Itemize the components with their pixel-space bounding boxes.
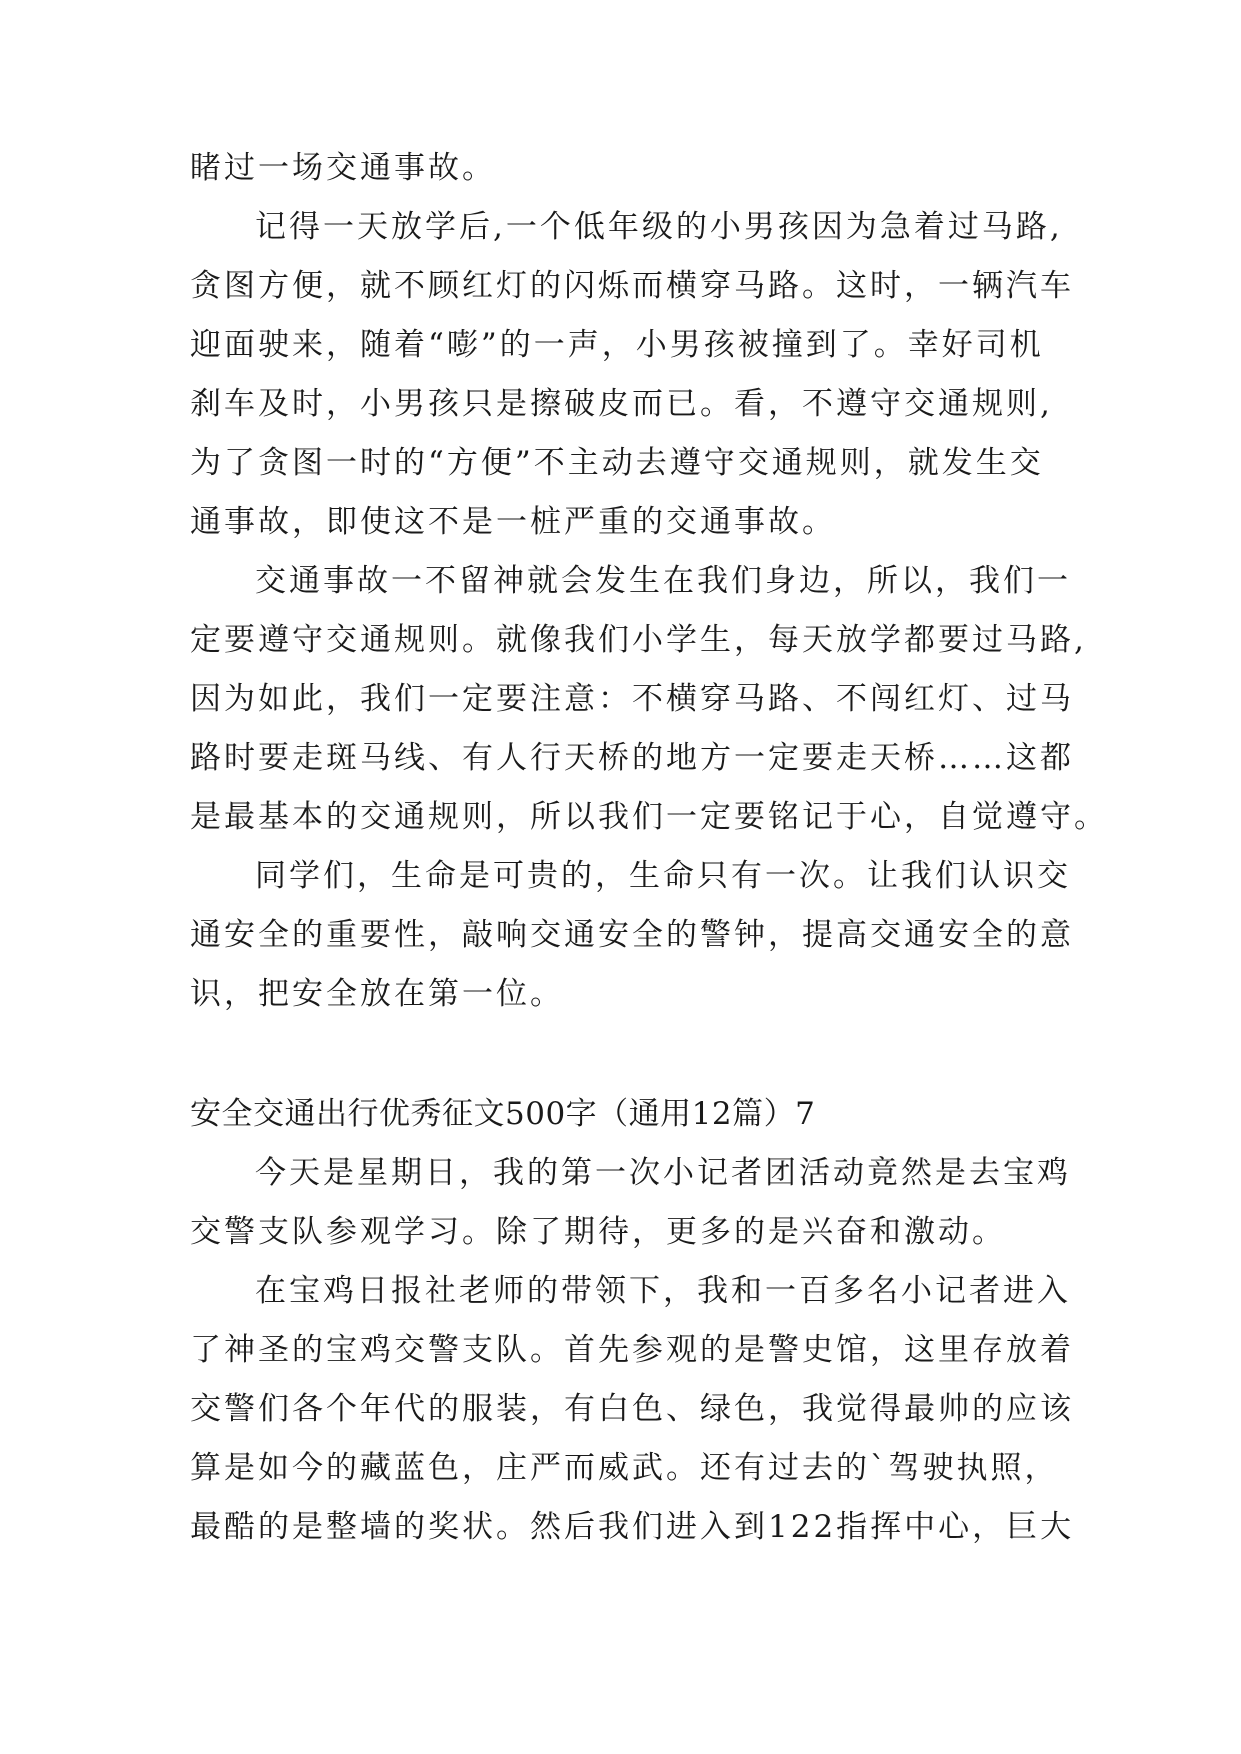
text-line: 交警支队参观学习。除了期待，更多的是兴奋和激动。 [190,1214,1006,1250]
text-line: 刹车及时，小男孩只是擦破皮而已。看，不遵守交通规则, [190,386,1053,422]
paragraph-first-line: 记得一天放学后,一个低年级的小男孩因为急着过马路, [255,209,1063,245]
text-line: 为了贪图一时的“方便”不主动去遵守交通规则，就发生交 [190,445,1044,481]
text-line: 通安全的重要性，敲响交通安全的警钟，提高交通安全的意 [190,917,1074,953]
paragraph-first-line: 同学们，生命是可贵的，生命只有一次。让我们认识交 [255,858,1071,894]
text-line: 定要遵守交通规则。就像我们小学生，每天放学都要过马路, [190,622,1087,658]
text-line: 识，把安全放在第一位。 [190,976,564,1012]
paragraph-first-line: 在宝鸡日报社老师的带领下，我和一百多名小记者进入 [255,1273,1071,1309]
text-line: 因为如此，我们一定要注意：不横穿马路、不闯红灯、过马 [190,681,1074,717]
text-line: 了神圣的宝鸡交警支队。首先参观的是警史馆，这里存放着 [190,1332,1074,1368]
text-line: 算是如今的藏蓝色，庄严而威武。还有过去的`驾驶执照， [190,1450,1059,1486]
text-line: 最酷的是整墙的奖状。然后我们进入到122指挥中心，巨大 [190,1509,1075,1545]
text-line: 路时要走斑马线、有人行天桥的地方一定要走天桥……这都 [190,740,1074,776]
paragraph-first-line: 交通事故一不留神就会发生在我们身边，所以，我们一 [255,563,1071,599]
text-line: 睹过一场交通事故。 [190,150,496,186]
text-line: 通事故，即使这不是一桩严重的交通事故。 [190,504,836,540]
text-line: 迎面驶来，随着“嘭”的一声，小男孩被撞到了。幸好司机 [190,327,1044,363]
text-line: 交警们各个年代的服装，有白色、绿色，我觉得最帅的应该 [190,1391,1074,1427]
paragraph-first-line: 今天是星期日，我的第一次小记者团活动竟然是去宝鸡 [255,1155,1071,1191]
section-heading: 安全交通出行优秀征文500字（通用12篇）7 [190,1096,816,1132]
text-line: 贪图方便，就不顾红灯的闪烁而横穿马路。这时，一辆汽车 [190,268,1074,304]
text-line: 是最基本的交通规则，所以我们一定要铭记于心，自觉遵守。 [190,799,1108,835]
